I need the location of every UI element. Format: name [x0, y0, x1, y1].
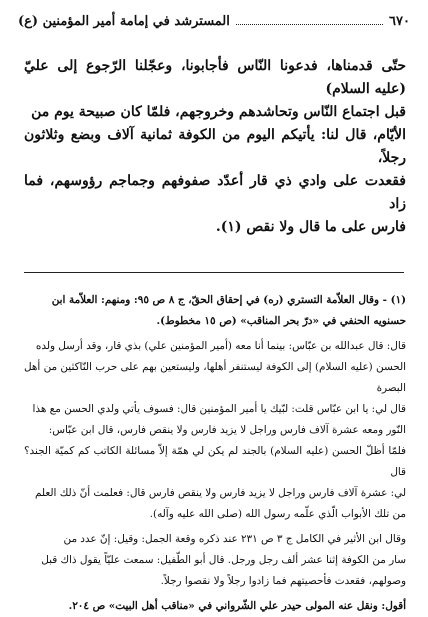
footnote-line: وصولهم، فقعدت فأحصيتهم فما زادوا رجلاً ولا نقصوا رجلاً.	[160, 575, 406, 587]
main-text	[24, 55, 406, 239]
footnote-line: قال: قال عبدالله بن عبّاس: بينما أنا معه (أمير المؤمنين علي) بذي قار، وقد أرسل ولده	[35, 340, 406, 352]
footnote-separator	[24, 272, 404, 273]
main-line: حتّى قدمناها، فدعونا النّاس فأجابونا، وعجّلنا الرّجوع إلى عليّ (عليه السلام)	[24, 58, 406, 97]
main-line: فقعدت على وادي ذي قار أعدّد صفوفهم وجماجم رؤوسهم، فما زاد	[24, 173, 406, 212]
page-number: ٦٧٠	[389, 14, 410, 29]
footnote-line: فلمّا أظلّ الحسن (عليه السلام) بالجند لم يكن لي همّة إلاّ مسائلة الكاتب كم كميّة الجند؟ قال	[24, 445, 406, 478]
footnote-line: أقول: ونقل عنه المولى حيدر علي الشّرواني في «مناقب أهل البيت» ص ٢٠٤.	[68, 600, 406, 612]
dotted-leader	[236, 15, 383, 25]
main-line: قبل اجتماع النّاس وتحاشدهم وخروجهم، فلمّا كان صبيحة يوم من	[31, 104, 406, 120]
running-title: المسترشد في إمامة أمير المؤمنين (ع)	[18, 14, 230, 29]
running-header	[18, 14, 410, 29]
footnote-line: (١) - وقال العلاّمة التستري (ره) في إحقاق الحقّ، ج ٨ ص ٩٥: ومنهم: العلاّمة ابن	[51, 294, 406, 306]
main-line: فارس على ما قال ولا نقص (١).	[215, 219, 406, 235]
footnotes	[24, 290, 406, 617]
footnote-line: قال لي: يا ابن عبّاس قلت: لبّيك يا أمير المؤمنين قال: فسوف يأتي ولدي الحسن مع هذا	[32, 403, 406, 415]
footnote-line: النّور ومعه عشرة آلاف فارس وراجل لا يزيد فارس ولا ينقص فارس، قال ابن عبّاس:	[48, 424, 406, 436]
footnote-line: سار من الكوفة إثنا عشر ألف رجل ورجل. قال أبو الطّفيل: سمعت عليّاً يقول ذاك قبل	[41, 554, 406, 566]
footnote-line: من تلك الأبواب الّذي علّمه رسول الله (صلى الله عليه وآله).	[149, 508, 406, 520]
footnote-line: وقال ابن الأثير في الكامل ج ٣ ص ٢٣١ عند ذكره وقعة الجمل: وقيل: إنّ عدد من	[63, 533, 406, 545]
main-line: الأيّام، قال لنا: يأتيكم اليوم من الكوفة ثمانية آلاف وبضع وثلاثون رجلاً،	[24, 127, 406, 166]
footnote-line: حسنويه الحنفي في «درّ بحر المناقب» (ص ١٥ مخطوط).	[156, 315, 406, 327]
footnote-line: الحسن (عليه السلام) إلى الكوفة ليستنفر أهلها، وليستعين بهم على حرب النّاكثين من أهل البصرة	[24, 361, 406, 394]
footnote-line: لي: عشرة آلاف فارس وراجل لا يزيد فارس ولا ينقص فارس قال: فعلمت أنّ ذلك العلم	[35, 487, 406, 499]
